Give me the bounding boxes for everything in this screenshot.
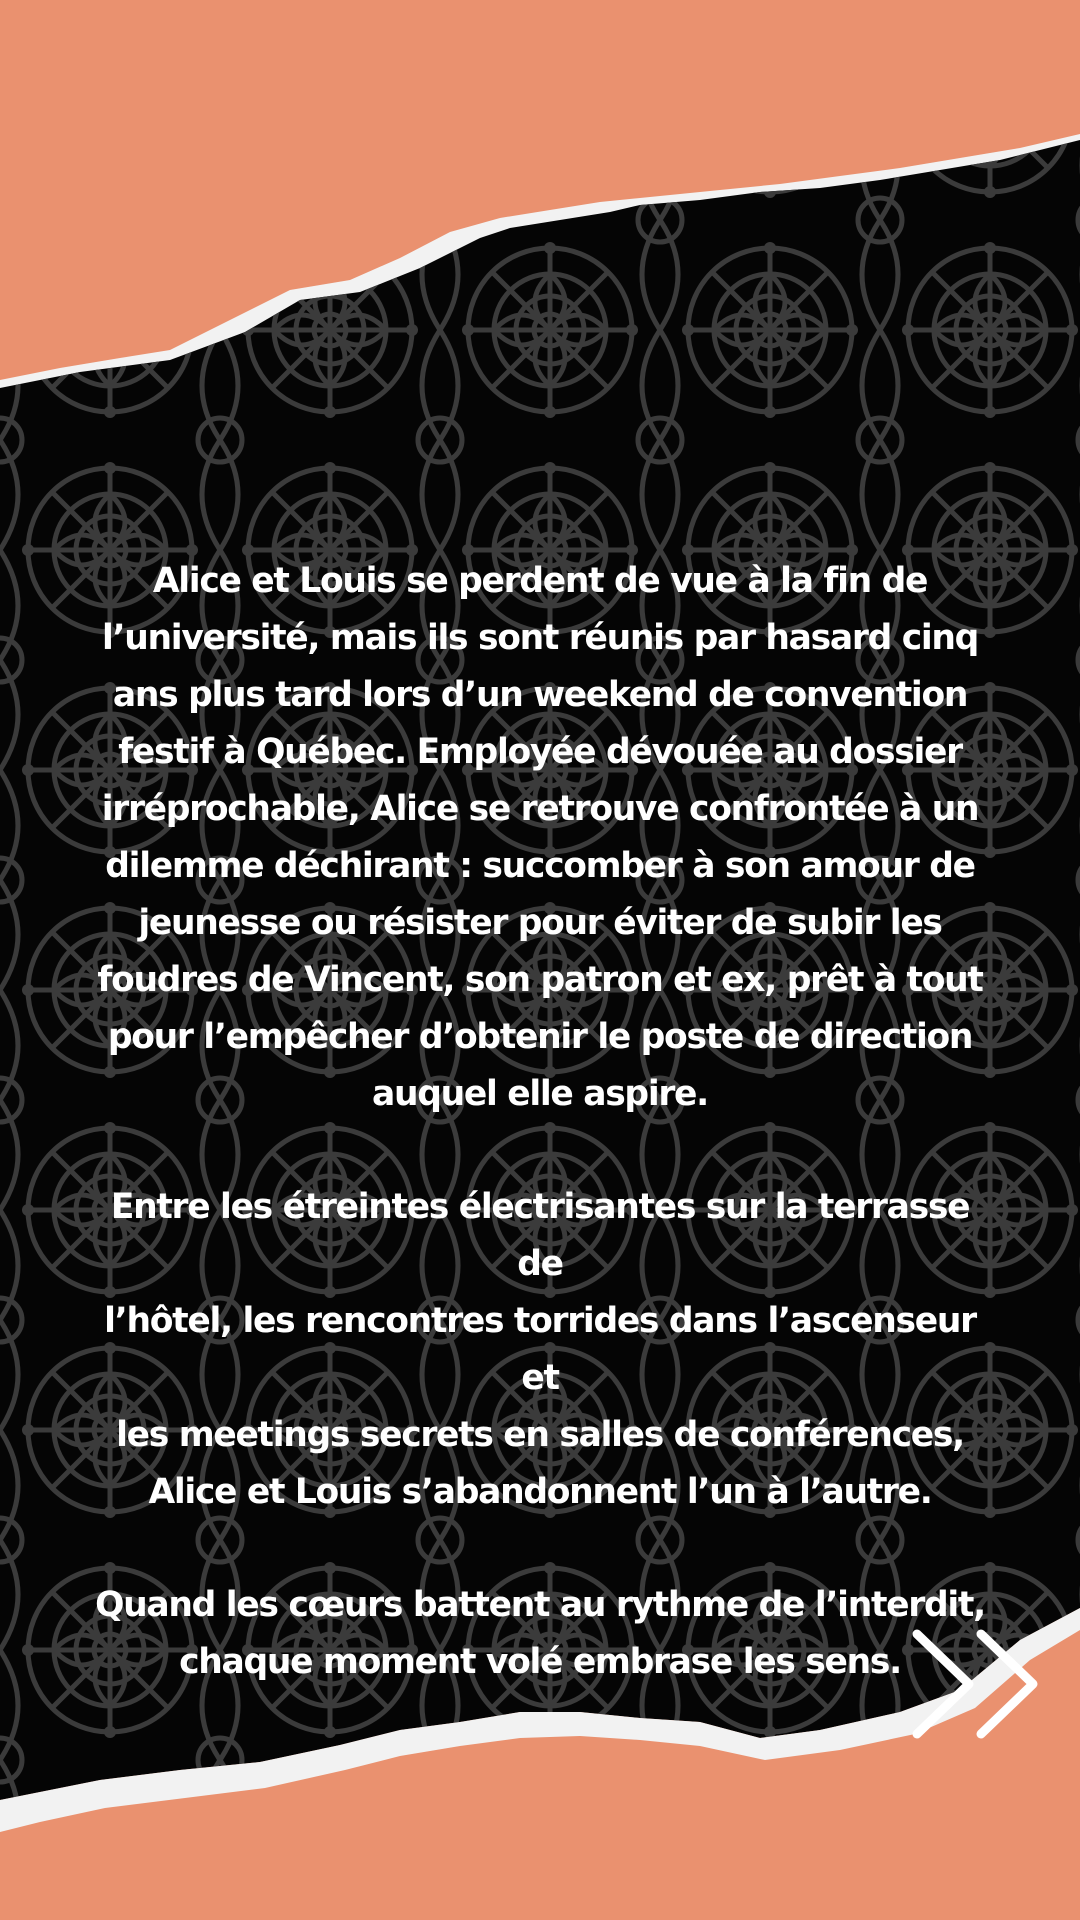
synopsis-text — [95, 553, 985, 1691]
double-chevron-right-icon[interactable] — [905, 1628, 1045, 1740]
synopsis-paragraph-1: Alice et Louis se perdent de vue à la fin de l’université, mais ils sont réunis par hasard cinq ans plus tard lors d’un weekend de convention festif à Québec. Employée dévouée au dossier irréprochable, Alice se retrouve confrontée à un dilemme déchirant : succomber à son amour de jeunesse ou résister pour éviter de subir les foudres de Vincent, son patron et ex, prêt à tout pour l’empêcher d’obtenir le poste de direction auquel elle aspire. — [97, 561, 983, 1114]
synopsis-paragraph-3: Quand les cœurs battent au rythme de l’interdit, chaque moment volé embrase les sens. — [95, 1585, 985, 1682]
synopsis-paragraph-2: Entre les étreintes électrisantes sur la terrasse de l’hôtel, les rencontres torrides dans l’ascenseur et les meetings secrets en salles de conférences, Alice et Louis s’abandonnent l’un à l’autre. — [104, 1187, 976, 1512]
